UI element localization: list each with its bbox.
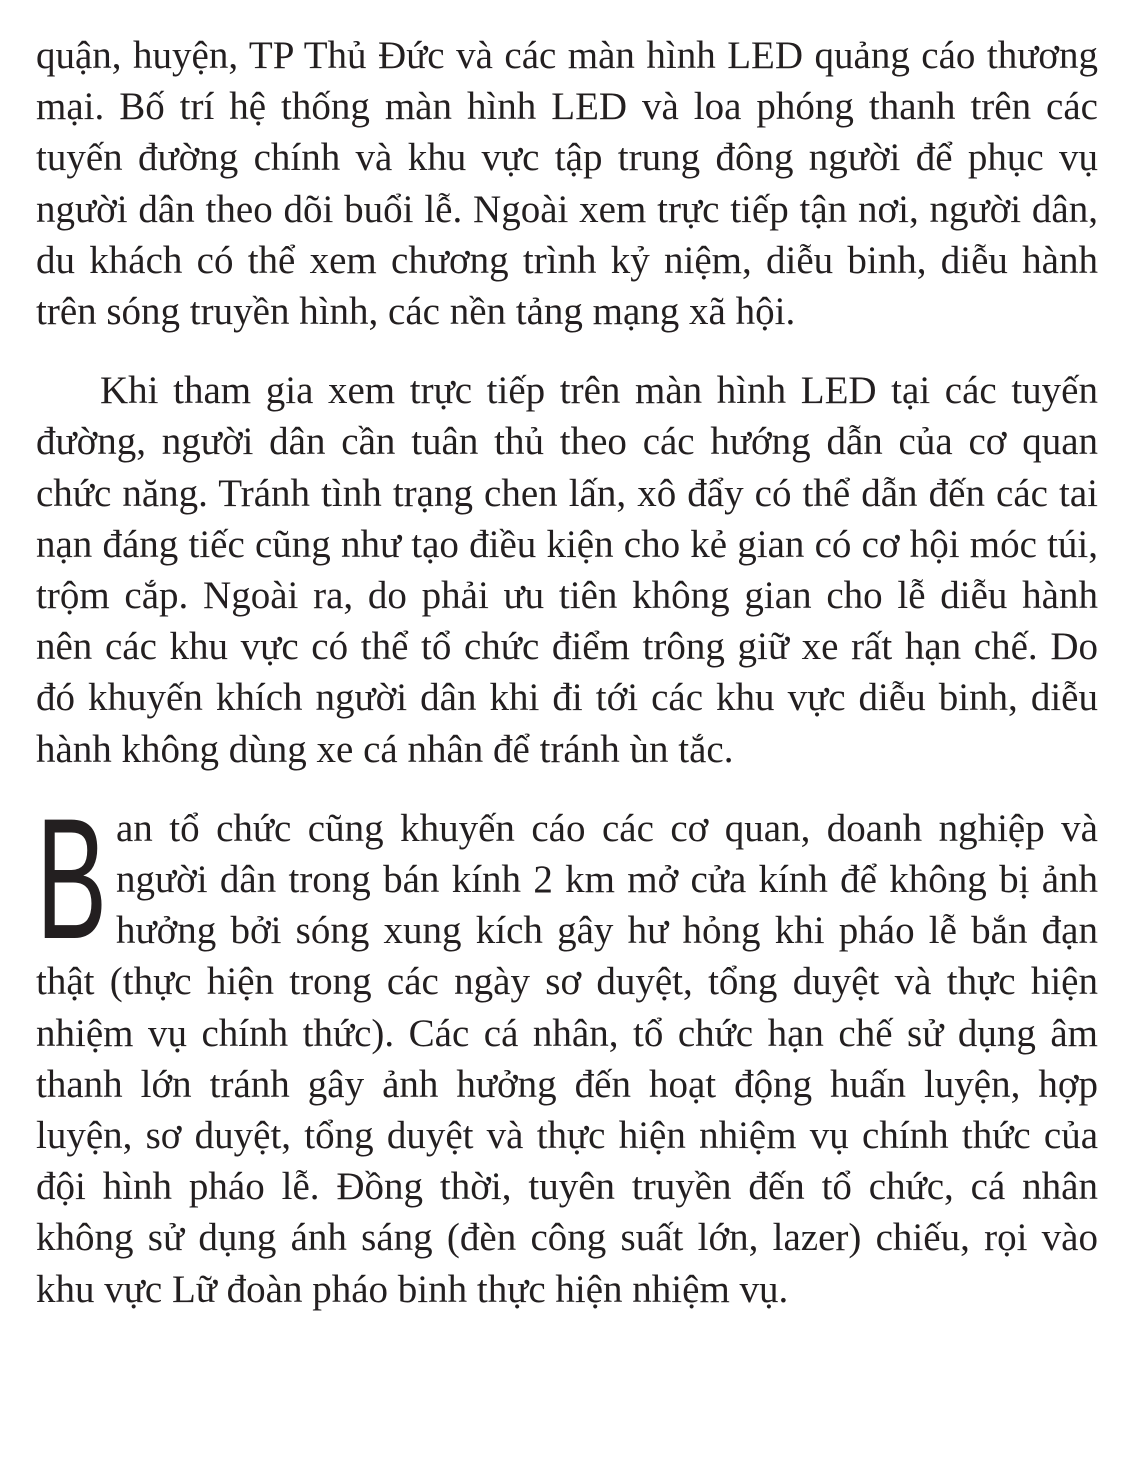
paragraph-1: quận, huyện, TP Thủ Đức và các màn hình LED quảng cáo thương mại. Bố trí hệ thống màn hình LED và loa phóng thanh trên các tuyến đường chính và khu vực tập trung đông người để phục vụ người dân theo dõi buổi lễ. Ngoài xem trực tiếp tận nơi, người dân, du khách có thể xem chương trình kỷ niệm, diễu binh, diễu hành trên sóng truyền hình, các nền tảng mạng xã hội. xyxy=(36,34,1098,334)
drop-cap: B xyxy=(36,782,108,975)
article-page xyxy=(36,30,1098,1315)
paragraph-2: Khi tham gia xem trực tiếp trên màn hình LED tại các tuyến đường, người dân cần tuân thủ theo các hướng dẫn của cơ quan chức năng. Tránh tình trạng chen lấn, xô đẩy có thể dẫn đến các tai nạn đáng tiếc cũng như tạo điều kiện cho kẻ gian có cơ hội móc túi, trộm cắp. Ngoài ra, do phải ưu tiên không gian cho lễ diễu hành nên các khu vực có thể tổ chức điểm trông giữ xe rất hạn chế. Do đó khuyến khích người dân khi đi tới các khu vực diễu binh, diễu hành không dùng xe cá nhân để tránh ùn tắc. xyxy=(36,369,1098,771)
paragraph-3 xyxy=(36,782,1098,1315)
paragraph-3-text: an tổ chức cũng khuyến cáo các cơ quan, doanh nghiệp và người dân trong bán kính 2 km mở cửa kính để không bị ảnh hưởng bởi sóng xung kích gây hư hỏng khi pháo lễ bắn đạn thật (thực hiện trong các ngày sơ duyệt, tổng duyệt và thực hiện nhiệm vụ chính thức). Các cá nhân, tổ chức hạn chế sử dụng âm thanh lớn tránh gây ảnh hưởng đến hoạt động huấn luyện, hợp luyện, sơ duyệt, tổng duyệt và thực hiện nhiệm vụ chính thức của đội hình pháo lễ. Đồng thời, tuyên truyền đến tổ chức, cá nhân không sử dụng ánh sáng (đèn công suất lớn, lazer) chiếu, rọi vào khu vực Lữ đoàn pháo binh thực hiện nhiệm vụ. xyxy=(36,806,1098,1311)
